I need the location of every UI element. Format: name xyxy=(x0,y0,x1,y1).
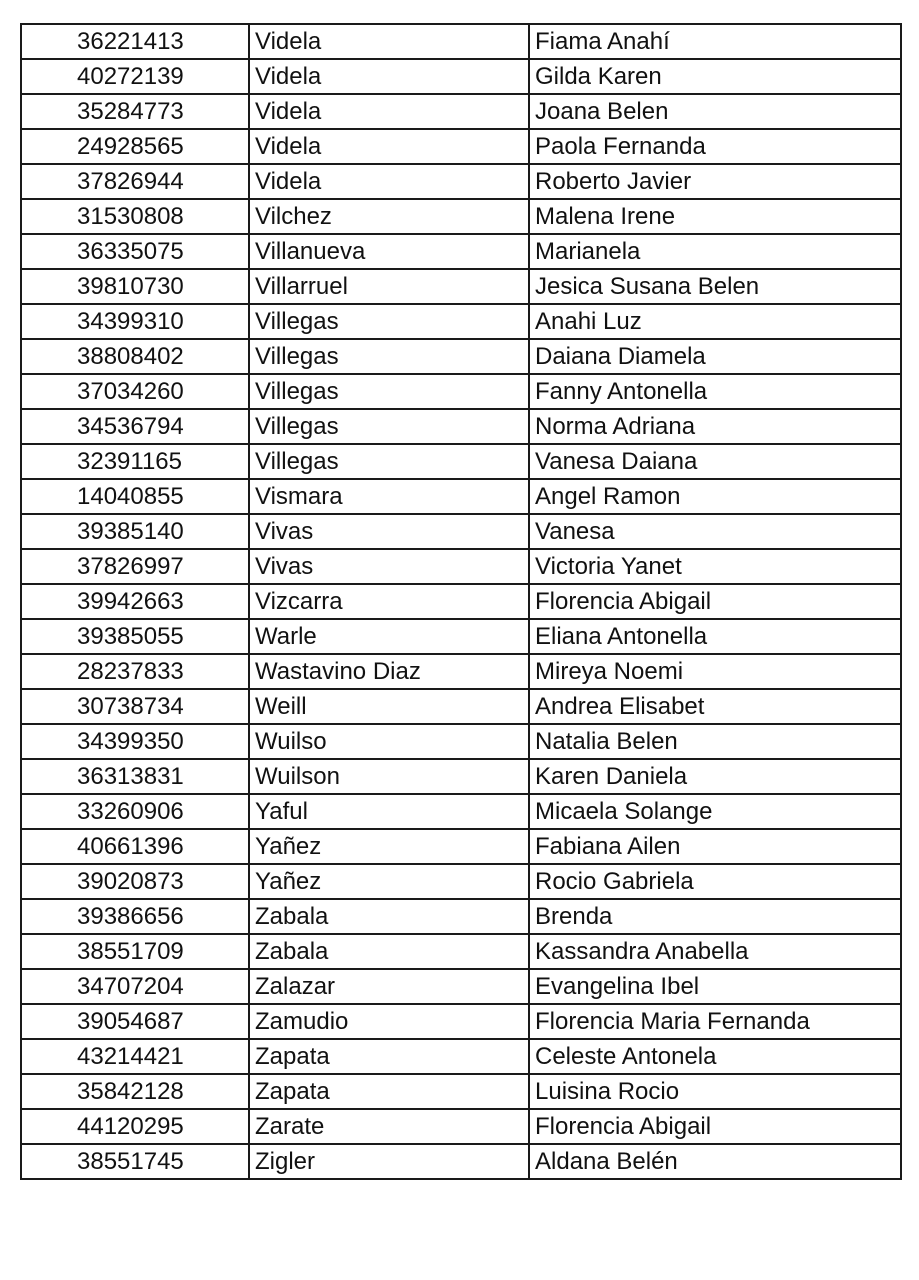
table-row xyxy=(21,724,901,759)
dni-cell: 38551709 xyxy=(21,934,249,969)
dni-cell: 44120295 xyxy=(21,1109,249,1144)
table-row xyxy=(21,234,901,269)
surname-cell: Vivas xyxy=(249,514,529,549)
dni-cell: 39385140 xyxy=(21,514,249,549)
surname-cell: Villegas xyxy=(249,409,529,444)
surname-cell: Warle xyxy=(249,619,529,654)
dni-cell: 39054687 xyxy=(21,1004,249,1039)
surname-cell: Weill xyxy=(249,689,529,724)
surname-cell: Villarruel xyxy=(249,269,529,304)
table-row xyxy=(21,514,901,549)
surname-cell: Yañez xyxy=(249,829,529,864)
table-row xyxy=(21,1074,901,1109)
table-row xyxy=(21,479,901,514)
dni-cell: 39020873 xyxy=(21,864,249,899)
table-row xyxy=(21,1109,901,1144)
table-row xyxy=(21,199,901,234)
given-names-cell: Rocio Gabriela xyxy=(529,864,901,899)
given-names-cell: Anahi Luz xyxy=(529,304,901,339)
given-names-cell: Kassandra Anabella xyxy=(529,934,901,969)
surname-cell: Zalazar xyxy=(249,969,529,1004)
surname-cell: Zabala xyxy=(249,934,529,969)
table-row xyxy=(21,59,901,94)
given-names-cell: Marianela xyxy=(529,234,901,269)
surname-cell: Videla xyxy=(249,129,529,164)
table-row xyxy=(21,794,901,829)
surname-cell: Yañez xyxy=(249,864,529,899)
surname-cell: Wuilson xyxy=(249,759,529,794)
given-names-cell: Angel Ramon xyxy=(529,479,901,514)
dni-cell: 14040855 xyxy=(21,479,249,514)
surname-cell: Vizcarra xyxy=(249,584,529,619)
given-names-cell: Vanesa xyxy=(529,514,901,549)
dni-cell: 31530808 xyxy=(21,199,249,234)
dni-cell: 28237833 xyxy=(21,654,249,689)
table-row xyxy=(21,654,901,689)
table-row xyxy=(21,759,901,794)
given-names-cell: Luisina Rocio xyxy=(529,1074,901,1109)
given-names-cell: Natalia Belen xyxy=(529,724,901,759)
dni-cell: 32391165 xyxy=(21,444,249,479)
table-row xyxy=(21,689,901,724)
surname-cell: Villegas xyxy=(249,374,529,409)
given-names-cell: Karen Daniela xyxy=(529,759,901,794)
given-names-cell: Florencia Abigail xyxy=(529,1109,901,1144)
surname-cell: Wastavino Diaz xyxy=(249,654,529,689)
given-names-cell: Fabiana Ailen xyxy=(529,829,901,864)
table-row xyxy=(21,24,901,59)
surname-cell: Villanueva xyxy=(249,234,529,269)
table-row xyxy=(21,304,901,339)
surname-cell: Zarate xyxy=(249,1109,529,1144)
dni-cell: 35284773 xyxy=(21,94,249,129)
dni-cell: 39386656 xyxy=(21,899,249,934)
given-names-cell: Fanny Antonella xyxy=(529,374,901,409)
surname-cell: Zapata xyxy=(249,1039,529,1074)
table-row xyxy=(21,339,901,374)
given-names-cell: Eliana Antonella xyxy=(529,619,901,654)
surname-cell: Videla xyxy=(249,94,529,129)
surname-cell: Wuilso xyxy=(249,724,529,759)
table-row xyxy=(21,94,901,129)
dni-cell: 37826997 xyxy=(21,549,249,584)
dni-cell: 33260906 xyxy=(21,794,249,829)
given-names-cell: Joana Belen xyxy=(529,94,901,129)
given-names-cell: Andrea Elisabet xyxy=(529,689,901,724)
given-names-cell: Florencia Abigail xyxy=(529,584,901,619)
surname-cell: Vilchez xyxy=(249,199,529,234)
given-names-cell: Norma Adriana xyxy=(529,409,901,444)
dni-cell: 36313831 xyxy=(21,759,249,794)
table-row xyxy=(21,934,901,969)
dni-cell: 40661396 xyxy=(21,829,249,864)
dni-cell: 39810730 xyxy=(21,269,249,304)
surname-cell: Yaful xyxy=(249,794,529,829)
table-row xyxy=(21,1004,901,1039)
dni-cell: 38551745 xyxy=(21,1144,249,1179)
surname-cell: Villegas xyxy=(249,339,529,374)
document-page xyxy=(20,23,900,1180)
table-row xyxy=(21,829,901,864)
table-row xyxy=(21,164,901,199)
roster-table xyxy=(20,23,902,1180)
dni-cell: 39385055 xyxy=(21,619,249,654)
dni-cell: 34707204 xyxy=(21,969,249,1004)
surname-cell: Villegas xyxy=(249,444,529,479)
surname-cell: Zigler xyxy=(249,1144,529,1179)
surname-cell: Zamudio xyxy=(249,1004,529,1039)
surname-cell: Vivas xyxy=(249,549,529,584)
table-row xyxy=(21,864,901,899)
table-row xyxy=(21,1144,901,1179)
given-names-cell: Evangelina Ibel xyxy=(529,969,901,1004)
given-names-cell: Vanesa Daiana xyxy=(529,444,901,479)
dni-cell: 37826944 xyxy=(21,164,249,199)
given-names-cell: Aldana Belén xyxy=(529,1144,901,1179)
table-row xyxy=(21,409,901,444)
dni-cell: 37034260 xyxy=(21,374,249,409)
dni-cell: 43214421 xyxy=(21,1039,249,1074)
surname-cell: Videla xyxy=(249,164,529,199)
dni-cell: 34399310 xyxy=(21,304,249,339)
table-row xyxy=(21,374,901,409)
table-row xyxy=(21,899,901,934)
dni-cell: 38808402 xyxy=(21,339,249,374)
given-names-cell: Paola Fernanda xyxy=(529,129,901,164)
table-row xyxy=(21,619,901,654)
surname-cell: Videla xyxy=(249,24,529,59)
dni-cell: 40272139 xyxy=(21,59,249,94)
given-names-cell: Malena Irene xyxy=(529,199,901,234)
dni-cell: 36335075 xyxy=(21,234,249,269)
given-names-cell: Gilda Karen xyxy=(529,59,901,94)
table-row xyxy=(21,444,901,479)
given-names-cell: Mireya Noemi xyxy=(529,654,901,689)
given-names-cell: Fiama Anahí xyxy=(529,24,901,59)
given-names-cell: Roberto Javier xyxy=(529,164,901,199)
given-names-cell: Micaela Solange xyxy=(529,794,901,829)
dni-cell: 39942663 xyxy=(21,584,249,619)
table-row xyxy=(21,1039,901,1074)
table-row xyxy=(21,969,901,1004)
surname-cell: Zabala xyxy=(249,899,529,934)
given-names-cell: Daiana Diamela xyxy=(529,339,901,374)
given-names-cell: Victoria Yanet xyxy=(529,549,901,584)
dni-cell: 34536794 xyxy=(21,409,249,444)
dni-cell: 36221413 xyxy=(21,24,249,59)
table-row xyxy=(21,549,901,584)
given-names-cell: Brenda xyxy=(529,899,901,934)
dni-cell: 30738734 xyxy=(21,689,249,724)
dni-cell: 35842128 xyxy=(21,1074,249,1109)
dni-cell: 24928565 xyxy=(21,129,249,164)
surname-cell: Videla xyxy=(249,59,529,94)
table-row xyxy=(21,269,901,304)
surname-cell: Vismara xyxy=(249,479,529,514)
given-names-cell: Florencia Maria Fernanda xyxy=(529,1004,901,1039)
given-names-cell: Celeste Antonela xyxy=(529,1039,901,1074)
table-row xyxy=(21,584,901,619)
dni-cell: 34399350 xyxy=(21,724,249,759)
surname-cell: Zapata xyxy=(249,1074,529,1109)
given-names-cell: Jesica Susana Belen xyxy=(529,269,901,304)
table-row xyxy=(21,129,901,164)
roster-table-body xyxy=(21,24,901,1179)
surname-cell: Villegas xyxy=(249,304,529,339)
